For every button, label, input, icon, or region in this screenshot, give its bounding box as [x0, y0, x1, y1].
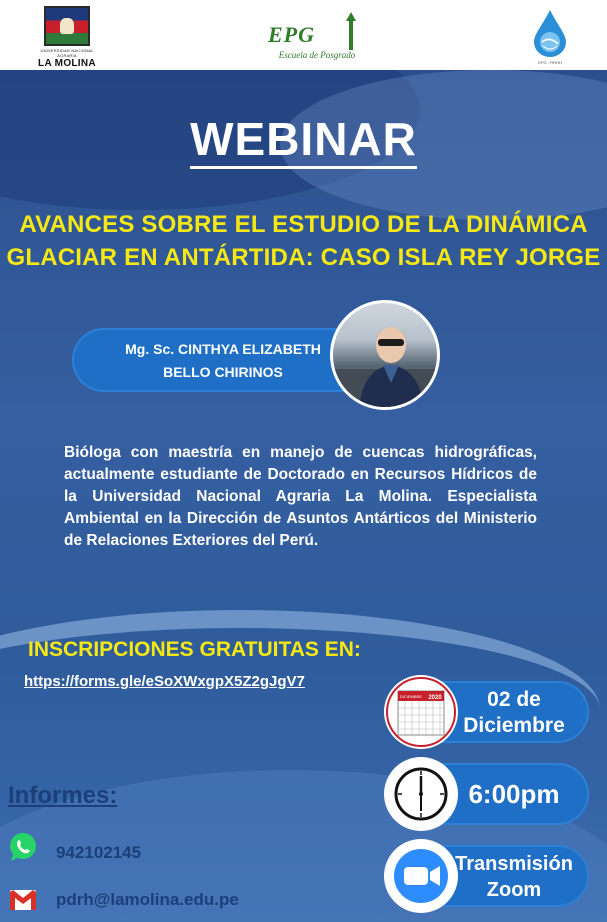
event-type-heading: [0, 112, 607, 166]
epg-title: EPG: [268, 22, 315, 47]
whatsapp-icon: [8, 832, 38, 862]
event-date-line2: Diciembre: [463, 714, 565, 737]
speaker-name-line2: BELLO CHIRINOS: [163, 364, 283, 380]
event-time: 6:00pm: [468, 779, 560, 809]
university-name: LA MOLINA: [38, 58, 96, 69]
platform-pill: [384, 845, 589, 907]
registration-heading: INSCRIPCIONES GRATUITAS EN:: [28, 638, 361, 661]
water-drop-logo: [530, 8, 570, 64]
calendar-year: 2020: [428, 695, 442, 701]
water-drop-icon: [530, 8, 570, 58]
event-platform: [444, 851, 584, 903]
event-date-line1: 02 de: [487, 688, 541, 711]
epg-logo: [262, 8, 372, 64]
event-title-line1: AVANCES SOBRE EL ESTUDIO DE LA DINÁMICA: [19, 211, 588, 238]
university-shield-icon: [44, 6, 90, 46]
speaker-name-line1: Mg. Sc. CINTHYA ELIZABETH: [125, 341, 321, 357]
gmail-icon: [8, 884, 38, 914]
speaker-photo: [330, 300, 440, 410]
event-platform-line2: Zoom: [486, 879, 542, 901]
speaker-name: [88, 338, 358, 384]
la-molina-logo: [36, 6, 98, 69]
university-small-text: UNIVERSIDAD NACIONAL AGRARIA: [40, 48, 94, 58]
date-pill: [384, 681, 589, 743]
water-drop-label: EPG - RRHH: [538, 60, 562, 65]
event-date: [444, 687, 584, 739]
time-pill: [384, 763, 589, 825]
event-platform-line1: Transmisión: [455, 853, 573, 875]
speaker-bio: Bióloga con maestría en manejo de cuencas hidrográficas, actualmente estudiante de Doctorado en Recursos Hídricos de la Universidad Nacional Agraria La Molina. Especialista Ambiental en la Dirección de Asuntos Antárticos del Ministerio de Relaciones Exteriores del Perú.: [64, 444, 537, 549]
contact-heading: Informes:: [8, 782, 118, 809]
contact-email[interactable]: pdrh@lamolina.edu.pe: [56, 890, 239, 909]
event-title-line2: GLACIAR EN ANTÁRTIDA: CASO ISLA REY JORGE: [6, 244, 601, 271]
event-title: [0, 208, 607, 274]
event-type-text: WEBINAR: [190, 113, 417, 169]
header: [0, 0, 607, 70]
up-arrow-icon: [346, 12, 356, 50]
calendar-month: DICIEMBRE: [399, 694, 423, 699]
epg-subtitle: Escuela de Posgrado: [278, 50, 356, 60]
registration-link[interactable]: https://forms.gle/eSoXWxgpX5Z2gJgV7: [24, 673, 305, 690]
contact-phone[interactable]: 942102145: [56, 843, 142, 862]
